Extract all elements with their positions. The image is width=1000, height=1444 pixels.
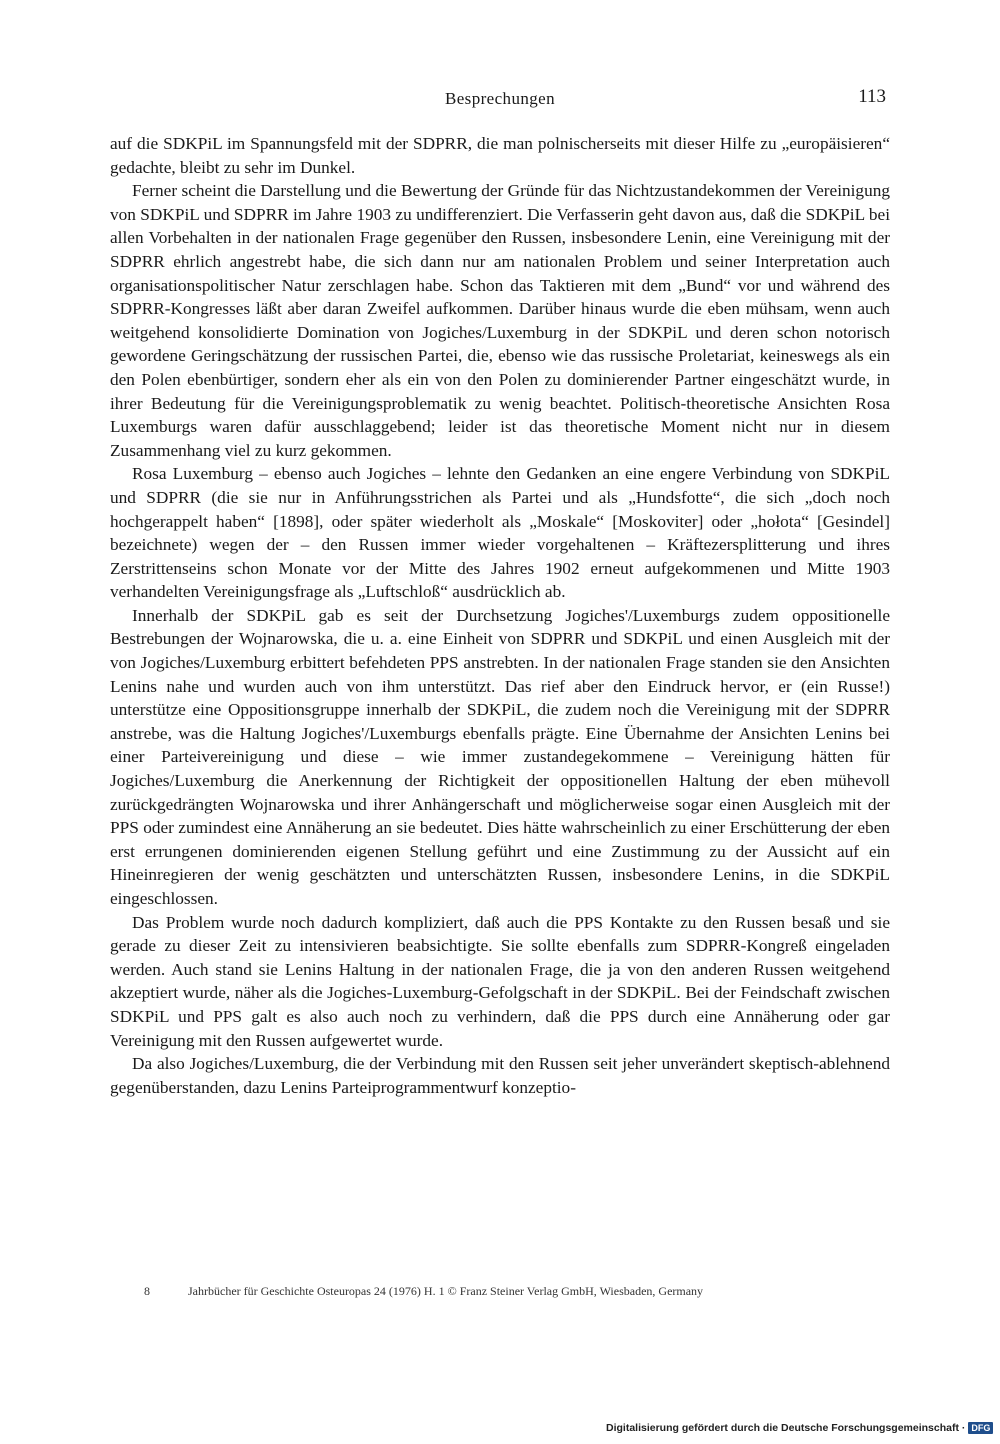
running-head: Besprechungen <box>445 89 555 108</box>
body-text <box>110 132 890 1099</box>
signature-mark: 8 <box>144 1284 150 1298</box>
funding-text: Digitalisierung gefördert durch die Deutsche Forschungsgemeinschaft · <box>606 1422 966 1434</box>
journal-citation: Jahrbücher für Geschichte Osteuropas 24 (1976) H. 1 © Franz Steiner Verlag GmbH, Wiesbaden, Germany <box>188 1284 704 1298</box>
page-footer <box>144 1284 864 1299</box>
paragraph: Ferner scheint die Darstellung und die Bewertung der Gründe für das Nichtzustandekommen der Vereinigung von SDKPiL und SDPRR im Jahre 1903 zu undifferenziert. Die Verfasserin geht davon aus, daß die SDKPiL bei allen Vorbehalten in der nationalen Frage gegenüber den Russen, insbesondere Lenin, eine Vereinigung mit der SDPRR ehrlich angestrebt habe, die sich dann nur am nationalen Problem und seiner Interpretation auch organisationspolitischer Natur zerschlagen habe. Schon das Taktieren mit dem „Bund“ vor und während des SDPRR-Kongresses läßt aber daran Zweifel aufkommen. Darüber hinaus wurde die eben mühsam, wenn auch weitgehend konsolidierte Domination von Jogiches/Luxemburg in der SDKPiL und deren schon notorisch gewordene Geringschätzung der russischen Partei, die, ebenso wie das russische Proletariat, keineswegs als ein den Polen ebenbürtiger, sondern eher als ein von den Polen zu dominierender Partner eingeschätzt wurde, in ihrer Bedeutung für die Vereinigungsproblematik zu wenig beachtet. Politisch-theoretische Ansichten Rosa Luxemburgs waren dafür ausschlaggebend; leider ist das theoretische Moment nicht nur in diesem Zusammenhang viel zu kurz gekommen. <box>110 181 890 460</box>
page-number: 113 <box>858 86 886 107</box>
paragraph: Da also Jogiches/Luxemburg, die der Verbindung mit den Russen seit jeher unverändert skeptisch-ablehnend gegenüberstanden, dazu Lenins Parteiprogrammentwurf konzeptio- <box>110 1054 890 1097</box>
funding-note <box>606 1422 990 1438</box>
paragraph: Rosa Luxemburg – ebenso auch Jogiches – lehnte den Gedanken an eine engere Verbindung von SDKPiL und SDPRR (die sie nur in Anführungsstrichen als Partei und als „Hundsfotte“, die sich „doch noch hochgerappelt haben“ [1898], oder später wiederholt als „Moskale“ [Moskoviter] oder „hołota“ [Gesindel] bezeichnete) wegen der – den Russen immer wieder vorgehaltenen – Kräftezersplitterung und ihres Zerstrittenseins schon Monate vor der Mitte des Jahres 1902 erneut aufgekommenen und Mitte 1903 verhandelten Vereinigungsfrage als „Luftschloß“ ausdrücklich ab. <box>110 464 890 602</box>
paragraph: Das Problem wurde noch dadurch kompliziert, daß auch die PPS Kontakte zu den Russen besaß und sie gerade zu dieser Zeit zu intensivieren beabsichtigte. Sie sollte ebenfalls zum SDPRR-Kongreß eingeladen werden. Auch stand sie Lenins Haltung in der nationalen Frage, die ja von den anderen Russen weitgehend akzeptiert wurde, näher als die Jogiches-Luxemburg-Gefolgschaft in der SDKPiL. Bei der Feindschaft zwischen SDKPiL und PPS galt es also auch noch zu verhindern, daß die PPS durch eine Annäherung oder gar Vereinigung mit den Russen aufgewertet wurde. <box>110 912 890 1050</box>
page-header <box>110 86 890 114</box>
paragraph: Innerhalb der SDKPiL gab es seit der Durchsetzung Jogiches'/Luxemburgs zudem oppositionelle Bestrebungen der Wojnarowska, die u. a. eine Einheit von SDPRR und SDKPiL und einen Ausgleich mit der von Jogiches/Luxemburg erbittert befehdeten PPS anstrebten. In der nationalen Frage standen sie den Ansichten Lenins nahe und wurden auch von ihm unterstützt. Das rief aber den Eindruck hervor, er (ein Russe!) unterstütze eine Oppositionsgruppe innerhalb der SDKPiL, die zudem noch die Vereinigung mit der SDPRR anstrebe, was die Haltung Jogiches'/Luxemburgs ebenfalls prägte. Eine Übernahme der Ansichten Lenins bei einer Parteivereinigung und diese – wie immer zustandegekommene – Vereinigung hätten für Jogiches/Luxemburg die Anerkennung der Richtigkeit der oppositionellen Haltung der eben mühevoll zurückgedrängten Wojnarowska und ihrer Anhängerschaft und möglicherweise sogar einen Ausgleich mit der PPS oder zumindest eine Annäherung an sie bedeutet. Dies hätte wahrscheinlich zu einer Erschütterung der eben erst errungenen dominierenden eigenen Stellung geführt und eine Zustimmung zu der Aussicht auf ein Hineinregieren der wenig geschätzten und unterschätzten Russen, insbesondere Lenins, in die SDKPiL eingeschlossen. <box>110 605 890 908</box>
dfg-logo: DFG <box>968 1422 993 1434</box>
paragraph: auf die SDKPiL im Spannungsfeld mit der SDPRR, die man polnischerseits mit dieser Hilfe zu „europäisieren“ gedachte, bleibt zu sehr im Dunkel. <box>110 134 890 177</box>
